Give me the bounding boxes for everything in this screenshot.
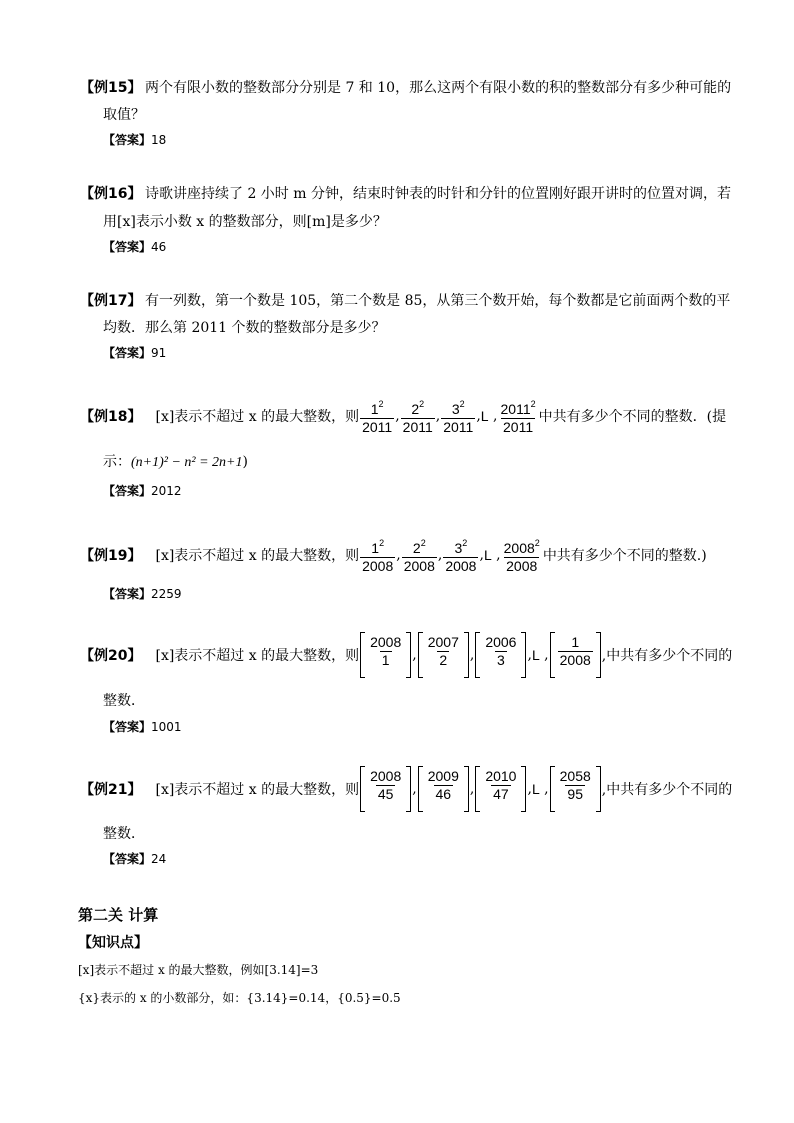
example-16-text-line2: 用[x]表示小数 x 的整数部分，则[m]是多少？ [103, 214, 387, 230]
answer-label: 【答案】 [103, 720, 152, 734]
example-21-text-line2: 整数． [103, 826, 145, 842]
answer-label: 【答案】 [103, 587, 152, 601]
hint-formula: (n+1)² − n² = 2n+1 [131, 455, 243, 470]
fraction: $\frac{1^2}{2008}$ [362, 538, 394, 574]
example-21-answer [103, 850, 166, 867]
example-16-answer [103, 238, 166, 255]
example-20-suffix: ,中共有多少个不同的 [601, 648, 733, 664]
ellipsis-symbol: L [531, 647, 540, 663]
fraction: $\frac{3^2}{2008}$ [445, 538, 477, 574]
section-title: 第二关 计算 [78, 906, 159, 924]
answer-label: 【答案】 [103, 852, 152, 866]
fraction: $\frac{2008^2}{2008}$ [503, 538, 540, 574]
example-18-answer [103, 482, 182, 499]
answer-value: 1001 [151, 720, 182, 734]
example-19-prefix: [x]表示不超过 x 的最大整数，则 [155, 548, 360, 564]
example-19-suffix: 中共有多少个不同的整数.) [542, 548, 707, 564]
example-21-label: 【例21】 [80, 782, 142, 798]
answer-value: 91 [151, 346, 167, 360]
answer-label: 【答案】 [103, 346, 152, 360]
example-15-text-line2: 取值？ [103, 107, 145, 123]
floor-bracket: $\frac{2006}{3}$ [475, 632, 526, 678]
floor-bracket: $\frac{2007}{2}$ [418, 632, 469, 678]
example-20-prefix: [x]表示不超过 x 的最大整数，则 [155, 648, 360, 664]
answer-label: 【答案】 [103, 133, 152, 147]
answer-value: 18 [151, 133, 167, 147]
example-19-label: 【例19】 [80, 548, 142, 564]
example-15-answer [103, 131, 166, 148]
example-17-label: 【例17】 [80, 293, 142, 309]
floor-bracket: $\frac{2009}{46}$ [418, 766, 469, 812]
example-17-text-line2: 均数．那么第 2011 个数的整数部分是多少？ [103, 320, 386, 336]
example-21-suffix: ,中共有多少个不同的 [601, 782, 733, 798]
example-15-text-line1: 两个有限小数的整数部分分别是 7 和 10，那么这两个有限小数的积的整数部分有多少种可能的 [145, 80, 732, 96]
answer-value: 24 [151, 852, 167, 866]
example-16-label: 【例16】 [80, 186, 142, 202]
example-16-text-line1: 诗歌讲座持续了 2 小时 m 分钟，结束时钟表的时针和分针的位置刚好跟开讲时的位置对调，若 [145, 186, 731, 202]
answer-value: 2012 [151, 484, 182, 498]
floor-bracket: $\frac{2008}{45}$ [360, 766, 411, 812]
fraction: $\frac{3^2}{2011}$ [443, 399, 474, 435]
example-20-row1: 【例20】 [x]表示不超过 x 的最大整数，则 $\frac{2008}{1}$ , $\frac{2007}{2}$ , $\frac{2006}{3}$ , L , $\frac{1}{2008}$ ,中共有多少个不同的 [80, 632, 732, 678]
knowledge-line-2: {x}表示的 x 的小数部分，如：{3.14}=0.14，{0.5}=0.5 [78, 991, 401, 1005]
example-18-label: 【例18】 [80, 409, 142, 425]
example-18-suffix: 中共有多少个不同的整数．(提 [538, 409, 727, 425]
answer-label: 【答案】 [103, 240, 152, 254]
floor-bracket: $\frac{2058}{95}$ [550, 766, 601, 812]
floor-bracket: $\frac{1}{2008}$ [550, 632, 601, 678]
ellipsis-symbol: L [531, 781, 540, 797]
example-17-text-line1: 有一列数，第一个数是 105，第二个数是 85，从第三个数开始，每个数都是它前面两个数的平 [145, 293, 731, 309]
example-20-label: 【例20】 [80, 648, 142, 664]
example-20-text-line2: 整数． [103, 693, 145, 709]
example-21-row1: 【例21】 [x]表示不超过 x 的最大整数，则 $\frac{2008}{45}$ , $\frac{2009}{46}$ , $\frac{2010}{47}$ , L , $\frac{2058}{95}$ ,中共有多少个不同的 [80, 766, 732, 812]
example-17-answer [103, 344, 166, 361]
fraction: $\frac{2^2}{2008}$ [403, 538, 435, 574]
answer-label: 【答案】 [103, 484, 152, 498]
knowledge-point-label: 【知识点】 [78, 935, 148, 951]
example-15-label: 【例15】 [80, 80, 142, 96]
example-18-row1: 【例18】 [x]表示不超过 x 的最大整数，则 $\frac{1^2}{2011}$ , $\frac{2^2}{2011}$ , $\frac{3^2}{2011}$ , L , $\frac{2011^2}{2011}$ 中共有多少个不同的整数．(提 [80, 396, 726, 436]
floor-bracket: $\frac{2008}{1}$ [360, 632, 411, 678]
answer-value: 46 [151, 240, 167, 254]
fraction: $\frac{2011^2}{2011}$ [500, 399, 536, 435]
floor-bracket: $\frac{2010}{47}$ [475, 766, 526, 812]
ellipsis-symbol: L [483, 547, 492, 563]
fraction: $\frac{1^2}{2011}$ [362, 399, 393, 435]
knowledge-line-1: [x]表示不超过 x 的最大整数，例如[3.14]=3 [78, 963, 319, 977]
example-18-text-line2: 示：(n+1)² − n² = 2n+1) [103, 454, 248, 470]
example-18-prefix: [x]表示不超过 x 的最大整数，则 [155, 409, 360, 425]
example-21-prefix: [x]表示不超过 x 的最大整数，则 [155, 782, 360, 798]
example-19-row1: 【例19】 [x]表示不超过 x 的最大整数，则 $\frac{1^2}{2008}$ , $\frac{2^2}{2008}$ , $\frac{3^2}{2008}$ , L , $\frac{2008^2}{2008}$ 中共有多少个不同的整数.) [80, 535, 707, 575]
fraction: $\frac{2^2}{2011}$ [402, 399, 433, 435]
ellipsis-symbol: L [480, 408, 489, 424]
example-20-answer [103, 718, 182, 735]
answer-value: 2259 [151, 587, 182, 601]
example-19-answer [103, 585, 182, 602]
